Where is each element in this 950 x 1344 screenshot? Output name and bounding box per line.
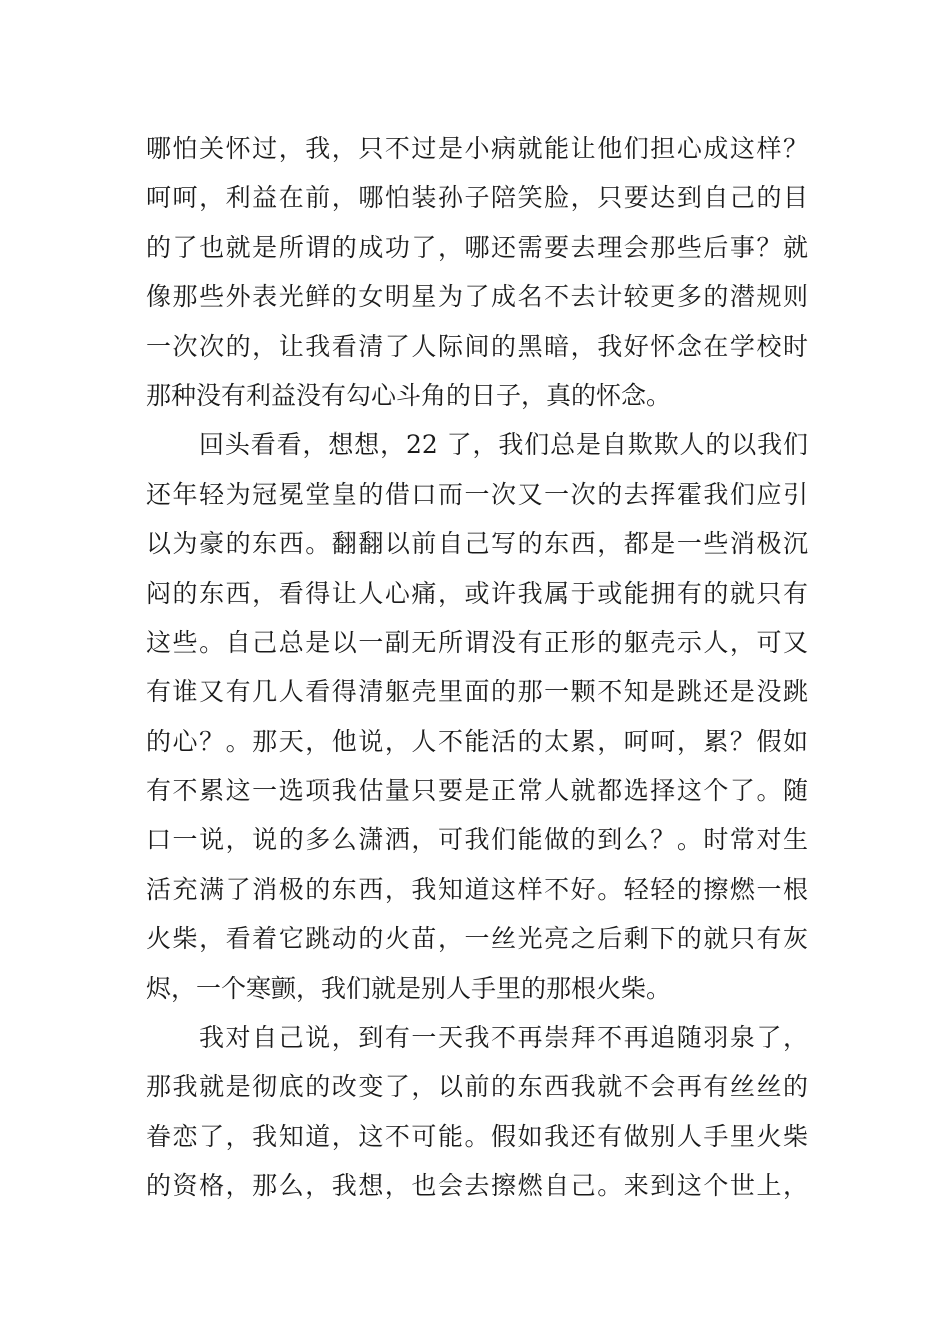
text-line: 眷恋了，我知道，这不可能。假如我还有做别人手里火柴 <box>146 1121 808 1151</box>
text-line: 有不累这一选项我估量只要是正常人就都选择这个了。随 <box>146 776 808 806</box>
document-body <box>146 124 808 1211</box>
text-line: 回头看看，想想，22 了，我们总是自欺欺人的以我们 <box>199 430 808 460</box>
text-line: 呵呵，利益在前，哪怕装孙子陪笑脸，只要达到自己的目 <box>146 183 808 213</box>
text-line: 那种没有利益没有勾心斗角的日子，真的怀念。 <box>146 380 672 410</box>
text-line: 的资格，那么，我想，也会去擦燃自己。来到这个世上， <box>146 1171 808 1201</box>
text-line: 的了也就是所谓的成功了，哪还需要去理会那些后事？就 <box>146 232 808 262</box>
text-line: 像那些外表光鲜的女明星为了成名不去计较更多的潜规则 <box>146 282 808 312</box>
text-line: 那我就是彻底的改变了，以前的东西我就不会再有丝丝的 <box>146 1072 808 1102</box>
text-line: 的心？。那天，他说，人不能活的太累，呵呵，累？假如 <box>146 726 808 756</box>
text-line: 活充满了消极的东西，我知道这样不好。轻轻的擦燃一根 <box>146 874 808 904</box>
text-line: 我对自己说，到有一天我不再崇拜不再追随羽泉了， <box>199 1023 808 1053</box>
text-line: 还年轻为冠冕堂皇的借口而一次又一次的去挥霍我们应引 <box>146 479 808 509</box>
text-line: 哪怕关怀过，我，只不过是小病就能让他们担心成这样？ <box>146 134 808 163</box>
text-line: 这些。自己总是以一副无所谓没有正形的躯壳示人，可又 <box>146 627 808 657</box>
text-line: 一次次的，让我看清了人际间的黑暗，我好怀念在学校时 <box>146 331 808 361</box>
text-line: 闷的东西，看得让人心痛，或许我属于或能拥有的就只有 <box>146 578 808 608</box>
text-line: 火柴，看着它跳动的火苗，一丝光亮之后剩下的就只有灰 <box>146 924 808 954</box>
text-line: 烬，一个寒颤，我们就是别人手里的那根火柴。 <box>146 973 672 1003</box>
text-line: 口一说，说的多么潇洒，可我们能做的到么？。时常对生 <box>146 825 808 855</box>
text-line: 以为豪的东西。翻翻以前自己写的东西，都是一些消极沉 <box>146 529 808 559</box>
text-line: 有谁又有几人看得清躯壳里面的那一颗不知是跳还是没跳 <box>146 677 808 707</box>
